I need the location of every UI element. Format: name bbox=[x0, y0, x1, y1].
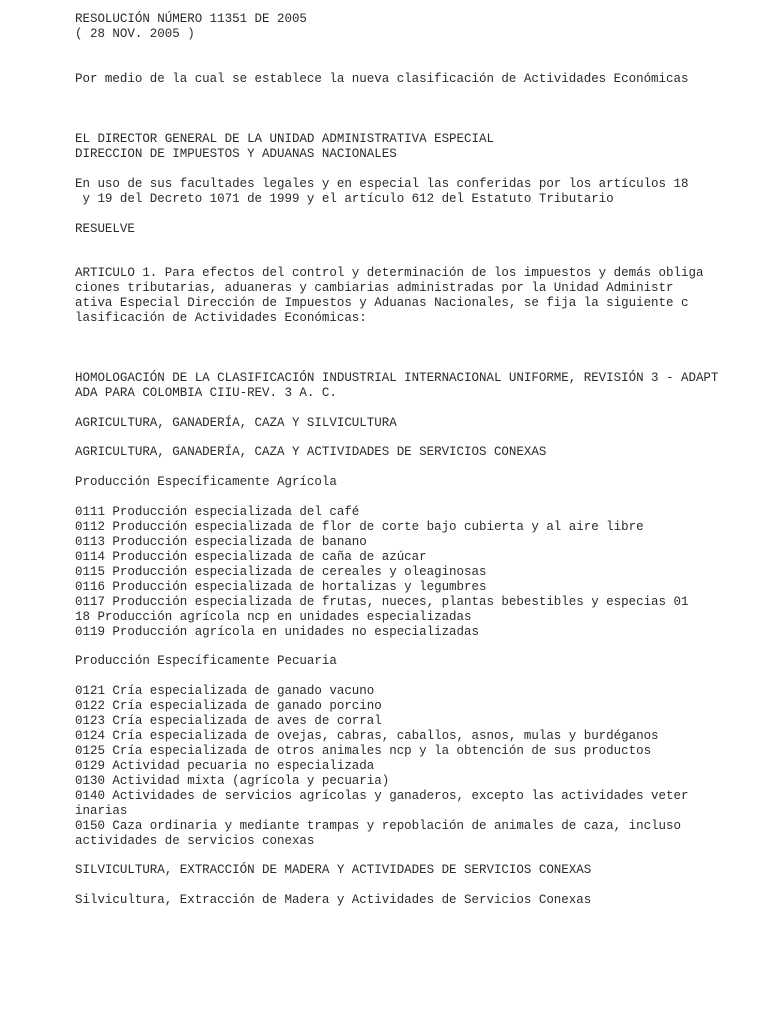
homologation-line: HOMOLOGACIÓN DE LA CLASIFICACIÓN INDUSTRIAL INTERNACIONAL UNIFORME, REVISIÓN 3 - ADAPT bbox=[75, 371, 719, 385]
group-heading: Silvicultura, Extracción de Madera y Actividades de Servicios Conexas bbox=[75, 893, 592, 907]
list-item: 0116 Producción especializada de hortalizas y legumbres bbox=[75, 580, 487, 594]
group-heading: Producción Específicamente Pecuaria bbox=[75, 654, 337, 668]
article-1-line: ARTICULO 1. Para efectos del control y determinación de los impuestos y demás obliga bbox=[75, 266, 704, 280]
list-item: actividades de servicios conexas bbox=[75, 834, 315, 848]
division-heading: AGRICULTURA, GANADERÍA, CAZA Y ACTIVIDADES DE SERVICIOS CONEXAS bbox=[75, 445, 547, 459]
list-item: 0119 Producción agrícola en unidades no especializadas bbox=[75, 625, 479, 639]
resolution-title: RESOLUCIÓN NÚMERO 11351 DE 2005 bbox=[75, 12, 307, 26]
list-item: inarias bbox=[75, 804, 128, 818]
resolves-heading: RESUELVE bbox=[75, 222, 135, 236]
considering-line: En uso de sus facultades legales y en especial las conferidas por los artículos 18 bbox=[75, 177, 689, 191]
list-item: 0130 Actividad mixta (agrícola y pecuaria) bbox=[75, 774, 390, 788]
list-item: 0111 Producción especializada del café bbox=[75, 505, 360, 519]
resolution-purpose: Por medio de la cual se establece la nueva clasificación de Actividades Económicas bbox=[75, 72, 689, 86]
list-item: 0125 Cría especializada de otros animales ncp y la obtención de sus productos bbox=[75, 744, 652, 758]
list-item: 0117 Producción especializada de frutas, nueces, plantas bebestibles y especias 01 bbox=[75, 595, 689, 609]
article-1-line: ciones tributarias, aduaneras y cambiarias administradas por la Unidad Administr bbox=[75, 281, 674, 295]
homologation-line: ADA PARA COLOMBIA CIIU-REV. 3 A. C. bbox=[75, 386, 337, 400]
list-item: 0113 Producción especializada de banano bbox=[75, 535, 367, 549]
article-1-line: ativa Especial Dirección de Impuestos y Aduanas Nacionales, se fija la siguiente c bbox=[75, 296, 689, 310]
list-item: 0122 Cría especializada de ganado porcino bbox=[75, 699, 382, 713]
list-item: 0123 Cría especializada de aves de corral bbox=[75, 714, 382, 728]
list-item: 0121 Cría especializada de ganado vacuno bbox=[75, 684, 375, 698]
section-heading: AGRICULTURA, GANADERÍA, CAZA Y SILVICULTURA bbox=[75, 416, 397, 430]
considering-line: y 19 del Decreto 1071 de 1999 y el artículo 612 del Estatuto Tributario bbox=[75, 192, 614, 206]
list-item: 18 Producción agrícola ncp en unidades especializadas bbox=[75, 610, 472, 624]
list-item: 0124 Cría especializada de ovejas, cabras, caballos, asnos, mulas y burdéganos bbox=[75, 729, 659, 743]
list-item: 0150 Caza ordinaria y mediante trampas y repoblación de animales de caza, incluso bbox=[75, 819, 681, 833]
division-heading: SILVICULTURA, EXTRACCIÓN DE MADERA Y ACTIVIDADES DE SERVICIOS CONEXAS bbox=[75, 863, 592, 877]
list-item: 0114 Producción especializada de caña de azúcar bbox=[75, 550, 427, 564]
group-heading: Producción Específicamente Agrícola bbox=[75, 475, 337, 489]
resolution-date: ( 28 NOV. 2005 ) bbox=[75, 27, 195, 41]
article-1-line: lasificación de Actividades Económicas: bbox=[75, 311, 367, 325]
list-item: 0112 Producción especializada de flor de corte bajo cubierta y al aire libre bbox=[75, 520, 644, 534]
list-item: 0115 Producción especializada de cereales y oleaginosas bbox=[75, 565, 487, 579]
list-item: 0129 Actividad pecuaria no especializada bbox=[75, 759, 375, 773]
authority-line: DIRECCION DE IMPUESTOS Y ADUANAS NACIONALES bbox=[75, 147, 397, 161]
authority-line: EL DIRECTOR GENERAL DE LA UNIDAD ADMINISTRATIVA ESPECIAL bbox=[75, 132, 494, 146]
list-item: 0140 Actividades de servicios agrícolas y ganaderos, excepto las actividades veter bbox=[75, 789, 689, 803]
